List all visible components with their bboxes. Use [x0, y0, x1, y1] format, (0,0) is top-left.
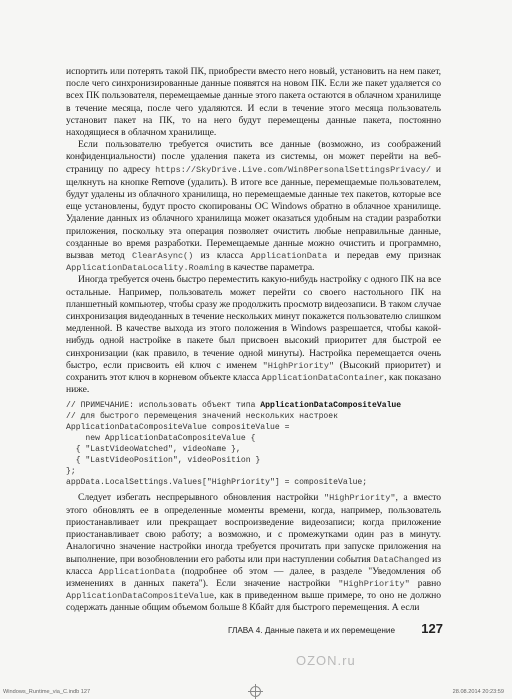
code-line: new ApplicationDataCompositeValue { [66, 434, 256, 444]
paragraph-text: (подробнее об этом — далее, в разделе "Уведомления об изменениях в данных пакета"). Если значение настройки [66, 565, 441, 589]
paragraph-text: в качестве параметра. [224, 262, 315, 274]
chapter-title: ГЛАВА 4. Данные пакета и их перемещение [228, 626, 396, 635]
code-line: { "LastVideoPosition", videoPosition } [66, 456, 261, 466]
paragraph-text: из класса [66, 553, 441, 577]
code-listing [66, 400, 441, 488]
paragraph-text: (удалить). В итоге все данные, перемещаемые пользователем, будут удалены из облачного хранилища, но перемещаемые данные тех пакетов, которые все еще установлены, будут просто скопированы ОС Windows обратно в облачное хранилище. Удаление данных из облачного хранилища может оказаться удобным на стадии разработки приложения, поскольку эта операция позволяет очистить любые неправильные данные, созданные во время разработки. Перемещаемые данные можно очистить и программно, вызвав метод [66, 176, 441, 262]
code-term: ApplicationData [98, 566, 176, 577]
paragraph-text: , как показано ниже. [66, 372, 441, 396]
paragraph-text: Следует избегать неспрерывного обновления настройки [78, 492, 324, 504]
paragraph-text: и передав ему признак [327, 250, 441, 262]
paragraph-text: (Высокий приоритет) и сохранить этот ключ в корневом объекте класса [66, 359, 442, 384]
page-body [66, 66, 441, 615]
paragraph-text: Если пользователю требуется очистить все данные (возможно, из соображений конфиденциальности) после удаления пакета из системы, он может перейти на веб-страницу по адресу [66, 139, 441, 175]
paragraph-text: и щелкнуть на кнопке [66, 163, 441, 188]
code-line: // для быстрого перемещения значений нескольких настроек [66, 412, 338, 422]
remove-term: Remove [151, 176, 185, 187]
code-term: ClearAsync() [131, 251, 194, 262]
code-term: DataChanged [373, 554, 430, 565]
paragraph-text: из класса [193, 250, 251, 262]
slug-filename: Windows_Runtime_via_C.indb 127 [3, 689, 91, 695]
page-number: 127 [421, 621, 443, 636]
code-term: ApplicationDataContainer [261, 373, 385, 384]
code-term: ApplicationData [250, 251, 328, 262]
code-term: "HighPriority" [323, 493, 396, 504]
code-line: { "LastVideoWatched", videoName }, [66, 445, 241, 455]
code-term: ApplicationDataCompositeValue [66, 591, 215, 602]
crop-mark-icon [250, 686, 261, 697]
paragraph-text: Иногда требуется очень быстро переместить какую-нибудь настройку с одного ПК на все остальные. Например, пользователь может перейти со своего настольного ПК на планшетный компьютер, чтобы сразу же продолжить просмотр видеозаписи. В таком случае синхронизация видеоданных в течение нескольких минут покажется пользователю слишком медленной. В качестве выхода из этого положения в Windows разрешается, чтобы какой-нибудь одной настройке в пакете был присвоен высокий приоритет для быстрой ее синхронизации (как правило, в течение одной минуты). Настройка перемещается очень быстро, если присвоить ей ключ с именем [66, 274, 441, 371]
code-line: }; [66, 467, 76, 477]
code-term: "HighPriority" [262, 360, 335, 371]
paragraph-3 [66, 274, 441, 396]
paragraph-text: , а вместо этого обновлять ее в определенные моменты времени, когда, например, пользователь приостанавливает или прекращает воспроизведение видеозаписи; когда приложение приостанавливает свою работу; а возможно, и с промежутками один раз в минуту. Аналогично значение настройки иногда требуется прочитать при запуске приложения на выполнение, при возобновлении его работы или при наступлении события [66, 492, 441, 565]
code-line [66, 400, 441, 411]
paragraph-text: равно [409, 577, 441, 589]
slug-timestamp: 28.08.2014 20:23:59 [452, 689, 504, 695]
printer-slug [0, 685, 512, 699]
paragraph-text: , как в приведенном выше примере, то оно не должно содержать данные общим объемом больше 8 Кбайт для быстрого перемещения. А если [66, 590, 441, 614]
code-term: "HighPriority" [338, 578, 410, 589]
code-comment-bold: ApplicationDataCompositeValue [260, 401, 402, 411]
paragraph-text: испортить или потерять такой ПК, приобрести вместо него новый, установить на нем пакет, после чего синхронизированные данные появятся на новом ПК. Если же пакет удаляется со всех ПК пользователя, перемещаемые данные этого пакета остаются в облачном хранилище в течение месяца, после чего удаляются. И если в течение этого месяца пользователь установит пакет на ПК, то на него будут перемещены данные пакета, постоянно находящиеся в облачном хранилище. [66, 66, 441, 139]
paragraph-2 [66, 139, 441, 274]
code-term: ApplicationDataLocality.Roaming [66, 263, 225, 274]
paragraph-1 [66, 66, 441, 139]
paragraph-4 [66, 492, 441, 614]
code-comment: // ПРИМЕЧАНИЕ: использовать объект типа [66, 401, 261, 411]
code-line: ApplicationDataCompositeValue compositeValue = [66, 423, 290, 433]
privacy-url: https://SkyDrive.Live.com/Win8PersonalSettingsPrivacy/ [155, 164, 431, 175]
code-line: appData.LocalSettings.Values["HighPriority"] = compositeValue; [66, 478, 368, 488]
watermark-logo: OZON.ru [296, 653, 356, 668]
